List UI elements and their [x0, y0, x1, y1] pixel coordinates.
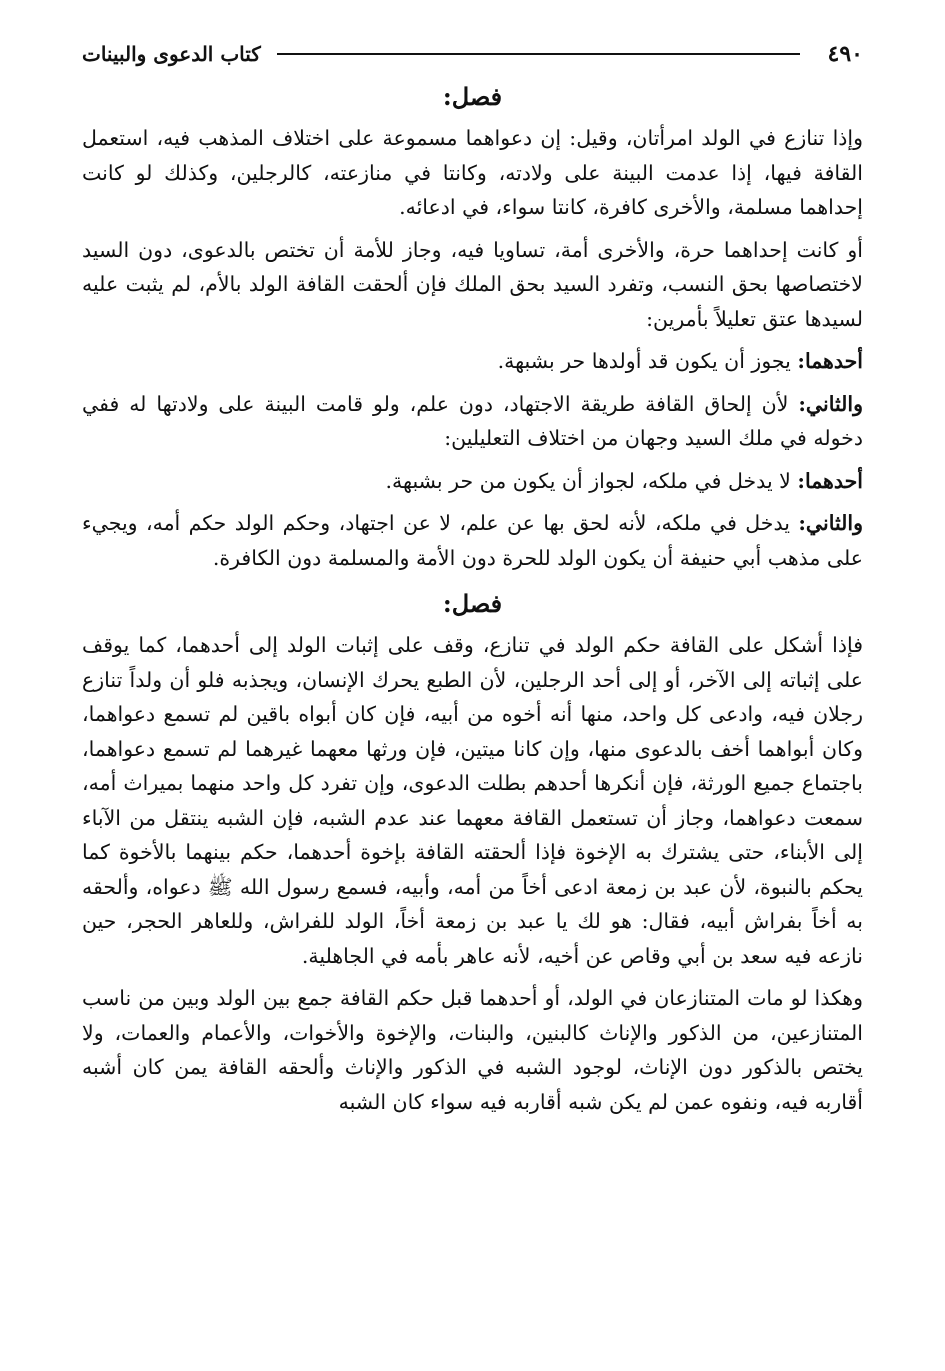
paragraph-text: وهكذا لو مات المتنازعان في الولد، أو أحدهما قبل حكم القافة جمع بين الولد وبين من ناسب المتنازعين، من الذكور والإناث كالبنين، والبنات، والإخوة والأخوات، والأعمام والعمات، ولا يختص بالذكور دون الإناث، لوجود الشبه في الذكور والإناث وألحقه القافة يمن كان أشبه أقاربه فيه، ونفوه عمن لم يكن شبه أقاربه فيه سواء كان الشبه [82, 986, 863, 1114]
paragraph-text: يدخل في ملكه، لأنه لحق بها عن علم، لا عن اجتهاد، وحكم الولد حكم أمه، ويجيء على مذهب أبي حنيفة أن يكون الولد للحرة دون الأمة والمسلمة دون الكافرة. [82, 511, 863, 570]
paragraph-lead: والثاني: [798, 511, 863, 535]
paragraph [82, 121, 863, 225]
paragraph-text: وإذا تنازع في الولد امرأتان، وقيل: إن دعواهما مسموعة على اختلاف المذهب فيه، استعمل القافة فيها، إذا عدمت البينة على ولادته، وكانتا في منازعته، كالرجلين، وكذلك لو كانت إحداهما مسلمة، والأخرى كافرة، كانتا سواء، في ادعائه. [82, 126, 863, 219]
page-header [82, 34, 863, 74]
section-1 [82, 82, 863, 575]
paragraph [82, 506, 863, 575]
header-rule [277, 53, 800, 55]
paragraph [82, 233, 863, 337]
paragraph-lead: أحدهما: [797, 349, 863, 373]
paragraph-lead: والثاني: [798, 391, 863, 416]
paragraph-lead: أحدهما: [797, 468, 863, 493]
book-title: كتاب الدعوى والبينات [82, 42, 261, 66]
paragraph-text: لأن إلحاق القافة طريقة الاجتهاد، دون علم، ولو قامت البينة على ولادتها له ففي دخوله في ملك السيد وجهان من اختلاف التعليلين: [82, 391, 863, 450]
paragraph [82, 387, 863, 456]
paragraph-text: أو كانت إحداهما حرة، والأخرى أمة، تساويا فيه، وجاز للأمة أن تختص بالدعوى، دون السيد لاختصاصها بحق النسب، وتفرد السيد بحق الملك فإن ألحقت القافة الولد بالأم، لم يثبت عليه لسيدها عتق تعليلاً بأمرين: [82, 237, 863, 331]
section-title: فصل: [442, 82, 503, 111]
paragraph [82, 981, 863, 1119]
page-number: ٤٩٠ [827, 41, 863, 67]
paragraph [82, 628, 863, 973]
paragraph [82, 464, 863, 499]
paragraph [82, 344, 863, 379]
paragraph-text: لا يدخل في ملكه، لجواز أن يكون من حر بشبهة. [385, 468, 798, 493]
section-2 [82, 589, 863, 1119]
paragraph-text: يجوز أن يكون قد أولدها حر بشبهة. [497, 349, 798, 373]
section-title: فصل: [442, 589, 503, 618]
paragraph-text: فإذا أشكل على القافة حكم الولد في تنازع، وقف على إثبات الولد إلى أحدهما، كما يوقف على إثباته إلى الآخر، أو إلى أحد الرجلين، لأن الطبع يحرك الإنسان، ويجذبه فلو أن ولداً تنازع رجلان فيه، وادعى كل واحد، منها أنه أخوه من أبيه، فإن كان أبواه باقين لم تسمع دعواهما، وكان أبواهما أخف بالدعوى منها، وإن كانا ميتين، فإن ورثها معهما غيرهما لم تسمع دعواهما، باجتماع جميع الورثة، فإن أنكرها أحدهم بطلت الدعوى، وإن تفرد كل واحد منهما بميراث أمه، سمعت دعواهما، وجاز أن تستعمل القافة معهما عند عدم الشبه، فإن الشبه ينتقل من الآباء إلى الأبناء، حتى يشترك به الإخوة فإذا ألحقته القافة بإخوة أحدهما، حكم بينهما بالأخوة كما يحكم بالنبوة، لأن عبد بن زمعة ادعى أخاً من أمه، وأبيه، فسمع رسول الله ﷺ دعواه، وألحقه به أخاً بفراش أبيه، فقال: هو لك يا عبد بن زمعة أخاً، الولد للفراش، وللعاهر الحجر، حين نازعه فيه سعد بن أبي وقاص عن أخيه، لأنه عاهر بأمه في الجاهلية. [82, 633, 863, 968]
